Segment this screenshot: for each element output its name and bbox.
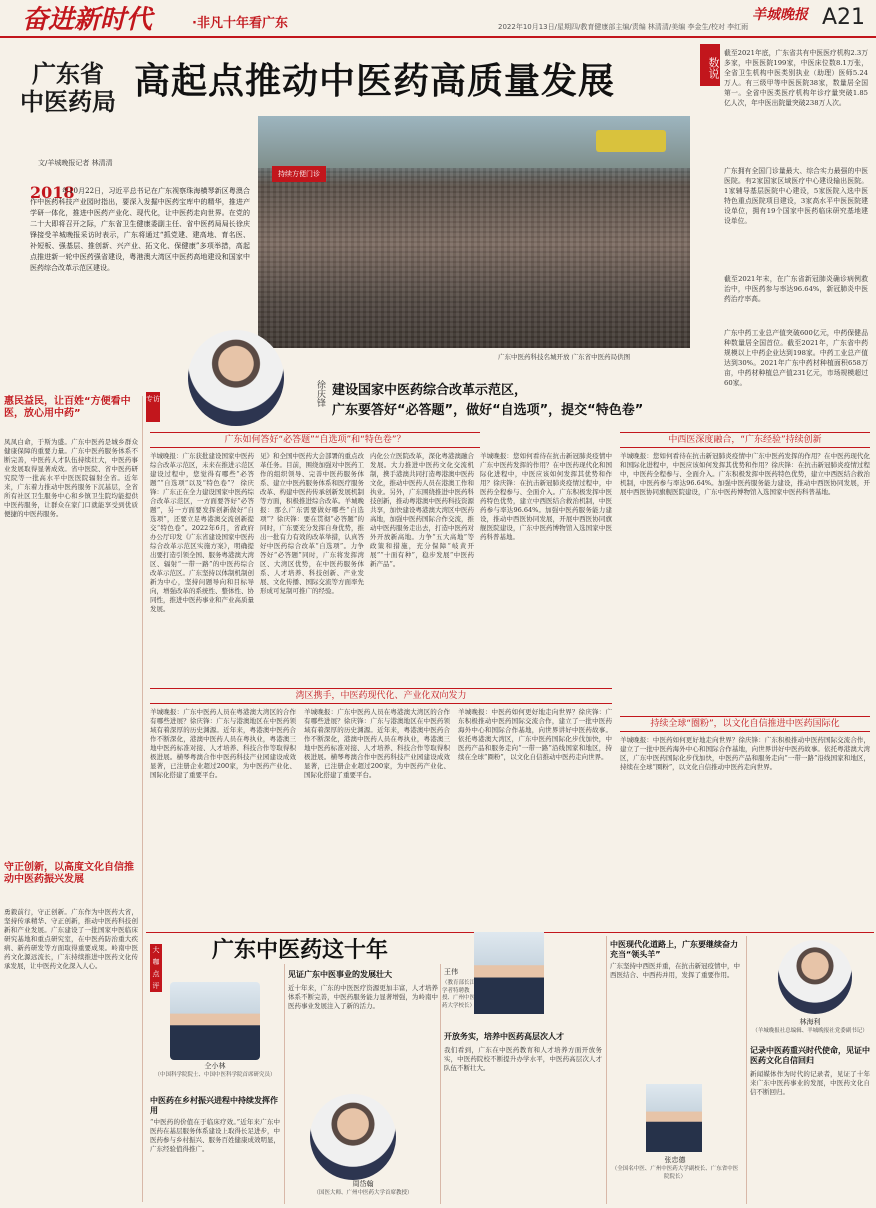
lead-text: 年10月22日，习近平总书记在广东视察珠海横琴新区粤澳合作中医药科技产业园时指出，要深入发掘中医药宝库中的精华，推进产学研一体化，推进中医药产业化、现代化，让中医药走向世界。在党的二十大即将召开之际，广东省卫生健康委副主任、省中医药局局长徐庆锋接受羊城晚报采访时表示，广东将通过“抓党建、建高地、育名医、补短板、强基层、推创新、兴产业、拓文化、保健康”多项举措，高起点推进新一轮中医药强省建设，粤港澳大湾区中医药高地建设和国家中医药综合改革示范区建设。 — [30, 187, 250, 272]
interview-col-4: 羊城晚报：您如何看待在抗击新冠肺炎疫情中广东中医药发挥的作用？在中医药现代化和国际化进程中，中医应该如何发挥其优势和作用？徐庆锋：在抗击新冠肺炎疫情过程中，中医药全程参与、全面介入。广东积极发挥中医药特色优势，建立中西医结合救治机制，中医药参与率达96.64%。加强中医药服务能力建设，推动中西医协同发展，开展中西医协同旗舰医院建设，广东中医药博物馆入选国家中医药科普基地。 — [620, 452, 870, 496]
interview-title-2: 广东要答好“必答题”，做好“自选项”，提交“特色卷” — [332, 403, 644, 418]
expert-name-2: 周岱翰 — [352, 1180, 374, 1188]
expert-body-5: 新闻媒体作为时代的记录者，见证了十年来广东中医药事业的发展，中医药文化自信不断回归。 — [750, 1070, 870, 1096]
expert-name-5: 林海利 — [799, 1018, 821, 1026]
expert-photo-1 — [170, 982, 260, 1060]
photo-bus — [596, 130, 666, 152]
photo-sign: 持续方便门诊 — [272, 166, 326, 182]
commentary-mid-head: 中医现代化道路上，广东要继续奋力充当“领头羊” — [610, 940, 738, 959]
banner-subtitle: ·非凡十年看广东 — [192, 16, 288, 31]
data-item-1: 截至2021年底，广东省共有中医医疗机构2.3万多家，中医医院199家，中医床位数8.1万张，全省卫生机构中医类别执业（助理）医师5.24万人。有三级甲等中医医院38家，数量居全国第一。全省中医类医疗机构年诊疗量突破1.85亿人次，年中医出院量突破238万人次。 — [724, 49, 868, 107]
sidebar-divider — [142, 396, 143, 1202]
banner-title: 奋进新时代 — [22, 5, 153, 35]
expert-title-2: （国医大师、广州中医药大学首席教授） — [313, 1190, 413, 1196]
data-item-2: 广东拥有全国门诊量最大、综合实力最强的中医医院。有2家国家区域医疗中心建设输出医院。1家辅导基层医院中心建设，5家医院入选中医特色重点医院项目建设，3家高水平中医医院建设单位，拥有19个国家中医药临床研究基地建设单位。 — [724, 167, 868, 225]
expert-photo-5 — [778, 940, 852, 1014]
expert-body-2: 近十年来，广东的中医医疗资源更加丰富，人才培养体系不断完善，中医药服务能力显著增强，为岭南中医药事业发展注入了新的活力。 — [288, 984, 438, 1010]
sidebar-body-2: 勇毅前行，守正创新。广东作为中医药大省，坚持传承精华、守正创新，推动中医药科技创新和产业发展。广东建设了一批国家中医临床研究基地和重点研究室，在中医药防治重大疾病、新药研发等方面取得重要成果。岭南中医药文化源远流长，广东持续推进中医药文化传承发展，让中医药文化深入人心。 — [4, 908, 138, 970]
main-photo — [258, 116, 690, 348]
expert-head-5: 记录中医药重兴时代使命，见证中医药文化自信回归 — [750, 1046, 870, 1065]
expert-body-3: 我们看到，广东在中医药教育和人才培养方面开放务实，中医药院校不断提升办学水平，中医药高层次人才队伍不断壮大。 — [444, 1046, 602, 1072]
expert-name-4: 张忠德 — [664, 1156, 686, 1164]
expert-title-3: （教育部长江学者特聘教授、广州中医药大学校长） — [442, 980, 476, 1009]
data-item-4: 广东中药工业总产值突破600亿元，中药保健品种数量居全国首位。截至2021年，广东省中药规模以上中药企业达到198家。中药工业总产值达到30%。2021年广东中药材种植面积658万亩，中药材种植总产值231亿元，市场规模超过60家。 — [724, 329, 868, 387]
sidebar-head-2-visible: 守正创新，以高度文化自信推动中医药振兴发展 — [4, 862, 134, 885]
lead-byline: 文/羊城晚报记者 林清清 — [38, 159, 113, 167]
expert-title-4: （全国名中医、广州中医药大学副校长、广东省中医院院长） — [611, 1166, 739, 1180]
data-box-label: 数说 — [700, 44, 720, 86]
headline-kicker — [8, 60, 128, 116]
masthead-rule — [0, 36, 876, 38]
expert-title-1: （中国科学院院士、中国中医科学院首席研究员） — [154, 1072, 276, 1078]
interview-portrait — [188, 330, 284, 426]
expert-photo-2 — [310, 1094, 396, 1180]
expert-photo-4 — [646, 1084, 702, 1152]
sidebar-body-1: 凤凤白命，于斯为盛。广东中医药是城乡群众健康保障的重要力量。广东中医药服务体系不断完善，中医药人才队伍持续壮大，中医药事业发展取得显著成效。省中医院、省中医药研究院等一批高水平中医医院辐射全省。近年来，广东着力推动中医药服务下沉基层，全省所有社区卫生服务中心和乡镇卫生院均能提供中医药服务，让群众在家门口就能享受到优质便捷的中医药服务。 — [4, 438, 138, 518]
interview-col-2: 见》和全国中医药大会部署的重点改革任务。目前，围绕加强对中医药工作的组织领导、完善中医药服务体系、建立中医药服务体系和医疗服务改革、构建中医药传承创新发展机制等方面，积极推进综合改革。羊城晚报：那么广东需要做好哪些“自选项”？徐庆锋：要在贯彻“必答题”的同时，广东要充分发挥自身优势，推出一批有力有效的改革举措，认真答好中医药综合改革“自选项”。力争答好“必答题”同时，广东将发挥湾区、大湾区优势，在中医药服务体系、人才培养、科技创新、产业发展、文化传播、国际交流等方面率先形成可复制可推广的经验。 — [260, 452, 364, 595]
interview-title-1: 建设国家中医药综合改革示范区， — [332, 383, 528, 398]
section-1-heading: 广东如何答好“必答题”“自选项”和“特色卷”？ — [150, 432, 480, 448]
interview-col-3b: 羊城晚报：您如何看待在抗击新冠肺炎疫情中广东中医药发挥的作用？在中医药现代化和国际化进程中，中医应该如何发挥其优势和作用？徐庆锋：在抗击新冠肺炎疫情过程中，中医药全程参与、全面介入。广东积极发挥中医药特色优势，建立中西医结合救治机制，中医药参与率达96.64%。加强中医药服务能力建设，推动中西医协同发展，开展中西医协同旗舰医院建设，广东中医药博物馆入选国家中医药科普基地。 — [480, 452, 612, 541]
headline-title: 高起点推动中医药高质量发展 — [134, 61, 616, 102]
kicker-line1: 广东省 — [32, 60, 104, 88]
commentary-divider-1 — [284, 964, 285, 1204]
interview-col-5: 羊城晚报：广东中医药人员在粤港澳大湾区的合作有哪些进展？徐庆锋：广东与港澳地区在中医药领域有着深厚的历史渊源。近年来，粤港澳中医药合作不断深化，港澳中医药人员在粤执业，粤港澳三地中医药标准对接、人才培养、科技合作等取得积极进展。横琴粤澳合作中医药科技产业园建设成效显著，已注册企业超过200家，为中医药产业化、国际化搭建了重要平台。 — [150, 708, 296, 779]
section-2-heading: 中西医深度融合，“广东经验”持续创新 — [620, 432, 870, 448]
expert-head-3: 开放务实，培养中医药高层次人才 — [444, 1032, 564, 1041]
interview-col-5c: 羊城晚报：中医药如何更好地走向世界？徐庆锋：广东积极推动中医药国际交流合作，建立了一批中医药海外中心和国际合作基地，向世界讲好中医药故事。依托粤港澳大湾区，广东中医药国际化步伐加快，中医药产品和服务走向“一带一路”沿线国家和地区，持续在全球“圈粉”，以文化自信推动中医药走向世界。 — [458, 708, 612, 761]
data-item-3: 截至2021年末，在广东省新冠肺炎确诊病例救治中，中医药参与率达96.64%，新冠肺炎中医药治疗率高。 — [724, 275, 868, 303]
expert-name-3: 王伟 — [444, 968, 458, 976]
page-number: A21 — [822, 5, 866, 30]
masthead — [0, 0, 876, 40]
section-4-heading: 持续全球“圈粉”，以文化自信推进中医药国际化 — [620, 716, 870, 732]
commentary-divider-2 — [440, 964, 441, 1204]
commentary-title: 广东中医药这十年 — [212, 938, 389, 963]
kicker-line2: 中医药局 — [20, 88, 116, 116]
interview-kicker: 专访 — [146, 392, 160, 422]
photo-caption: 广东中医药科技名城开放 广东省中医药局供图 — [498, 353, 631, 361]
expert-name-1: 仝小林 — [204, 1062, 226, 1070]
expert-head-1: 中医药在乡村振兴进程中持续发挥作用 — [150, 1096, 278, 1115]
lead-year: 2018 — [30, 183, 75, 202]
expert-head-2: 见证广东中医事业的发展壮大 — [288, 970, 392, 979]
expert-photo-3 — [474, 932, 544, 1014]
data-box — [700, 44, 870, 424]
interview-col-3: 内化公立医院改革，深化粤港澳融合发展。大力推进中医药文化交流机制，携手港澳共同打造粤港澳中医药文化，推动中医药人员在港澳工作和执业。另外，广东围绕推进中医药科技创新，推动粤港澳中医药科技资源共享，加快建设粤港澳大湾区中医药高地，加强中医药国际合作交流，推动中医药服务走出去，打造中医药对外开放新高地。力争“五大高地”等政策和措施，充分保障“岐黄开展”“十面有种”，稳步发展“中医药新产品”。 — [370, 452, 474, 568]
interview-col-1: 羊城晚报：广东获批建设国家中医药综合改革示范区，未来在推进示范区建设过程中，您觉得有哪些“必答题”“自选项”以及“特色卷”？ 徐庆锋：广东正在全力建设国家中医药综合改革示范区，一方面要答好“必答题”，另一方面要发挥创新做好“自选项”，还要立足粤港澳交流创新提交“特色卷”。2022年6月，省政府办公厅印发《广东省建设国家中医药综合改革示范区实施方案》，明确提出要打造引领全国、服务粤港澳大湾区、辐射“一带一路”的中医药综合改革示范区。广东坚持以体制机制创新为中心，坚持问题导向和目标导向，增强改革的系统性、整体性、协同性，推进中医药事业和产业高质量发展。 — [150, 452, 254, 613]
interview-col-5b: 羊城晚报：广东中医药人员在粤港澳大湾区的合作有哪些进展？徐庆锋：广东与港澳地区在中医药领域有着深厚的历史渊源。近年来，粤港澳中医药合作不断深化，港澳中医药人员在粤执业，粤港澳三地中医药标准对接、人才培养、科技合作等取得积极进展。横琴粤澳合作中医药科技产业园建设成效显著，已注册企业超过200家，为中医药产业化、国际化搭建了重要平台。 — [304, 708, 450, 779]
dateline: 2022年10月13日/星期四/教育健康部主编/责编 林清清/美编 李金生/校对 李红雨 — [498, 23, 749, 31]
commentary-divider-3 — [606, 936, 607, 1204]
paper-name: 羊城晚报 — [752, 7, 808, 23]
section-3-heading: 湾区携手，中医药现代化、产业化双向发力 — [150, 688, 612, 704]
expert-title-5: （羊城晚报社总编辑、羊城晚报社党委副书记） — [752, 1028, 868, 1034]
commentary-divider-4 — [746, 936, 747, 1204]
commentary-mid-body: 广东坚持中西医并重，在抗击新冠疫情中，中西医结合、中西药并用，发挥了重要作用。 — [610, 962, 740, 979]
commentary-kicker: 大咖点评 — [150, 944, 162, 992]
interview-person: 徐庆锋 — [315, 380, 325, 407]
interview-col-6: 羊城晚报：中医药如何更好地走向世界？徐庆锋：广东积极推动中医药国际交流合作，建立了一批中医药海外中心和国际合作基地，向世界讲好中医药故事。依托粤港澳大湾区，广东中医药国际化步伐加快，中医药产品和服务走向“一带一路”沿线国家和地区，持续在全球“圈粉”，以文化自信推动中医药走向世界。 — [620, 736, 870, 771]
sidebar-head-1: 惠民益民，让百姓“方便看中医，放心用中药” — [4, 396, 131, 419]
expert-body-1: “中医药的价值在于临床疗效。”近年来广东中医药在基层服务体系建设上取得长足进步，中医药参与乡村振兴、服务百姓健康成效明显，广东经验值得推广。 — [150, 1118, 280, 1153]
